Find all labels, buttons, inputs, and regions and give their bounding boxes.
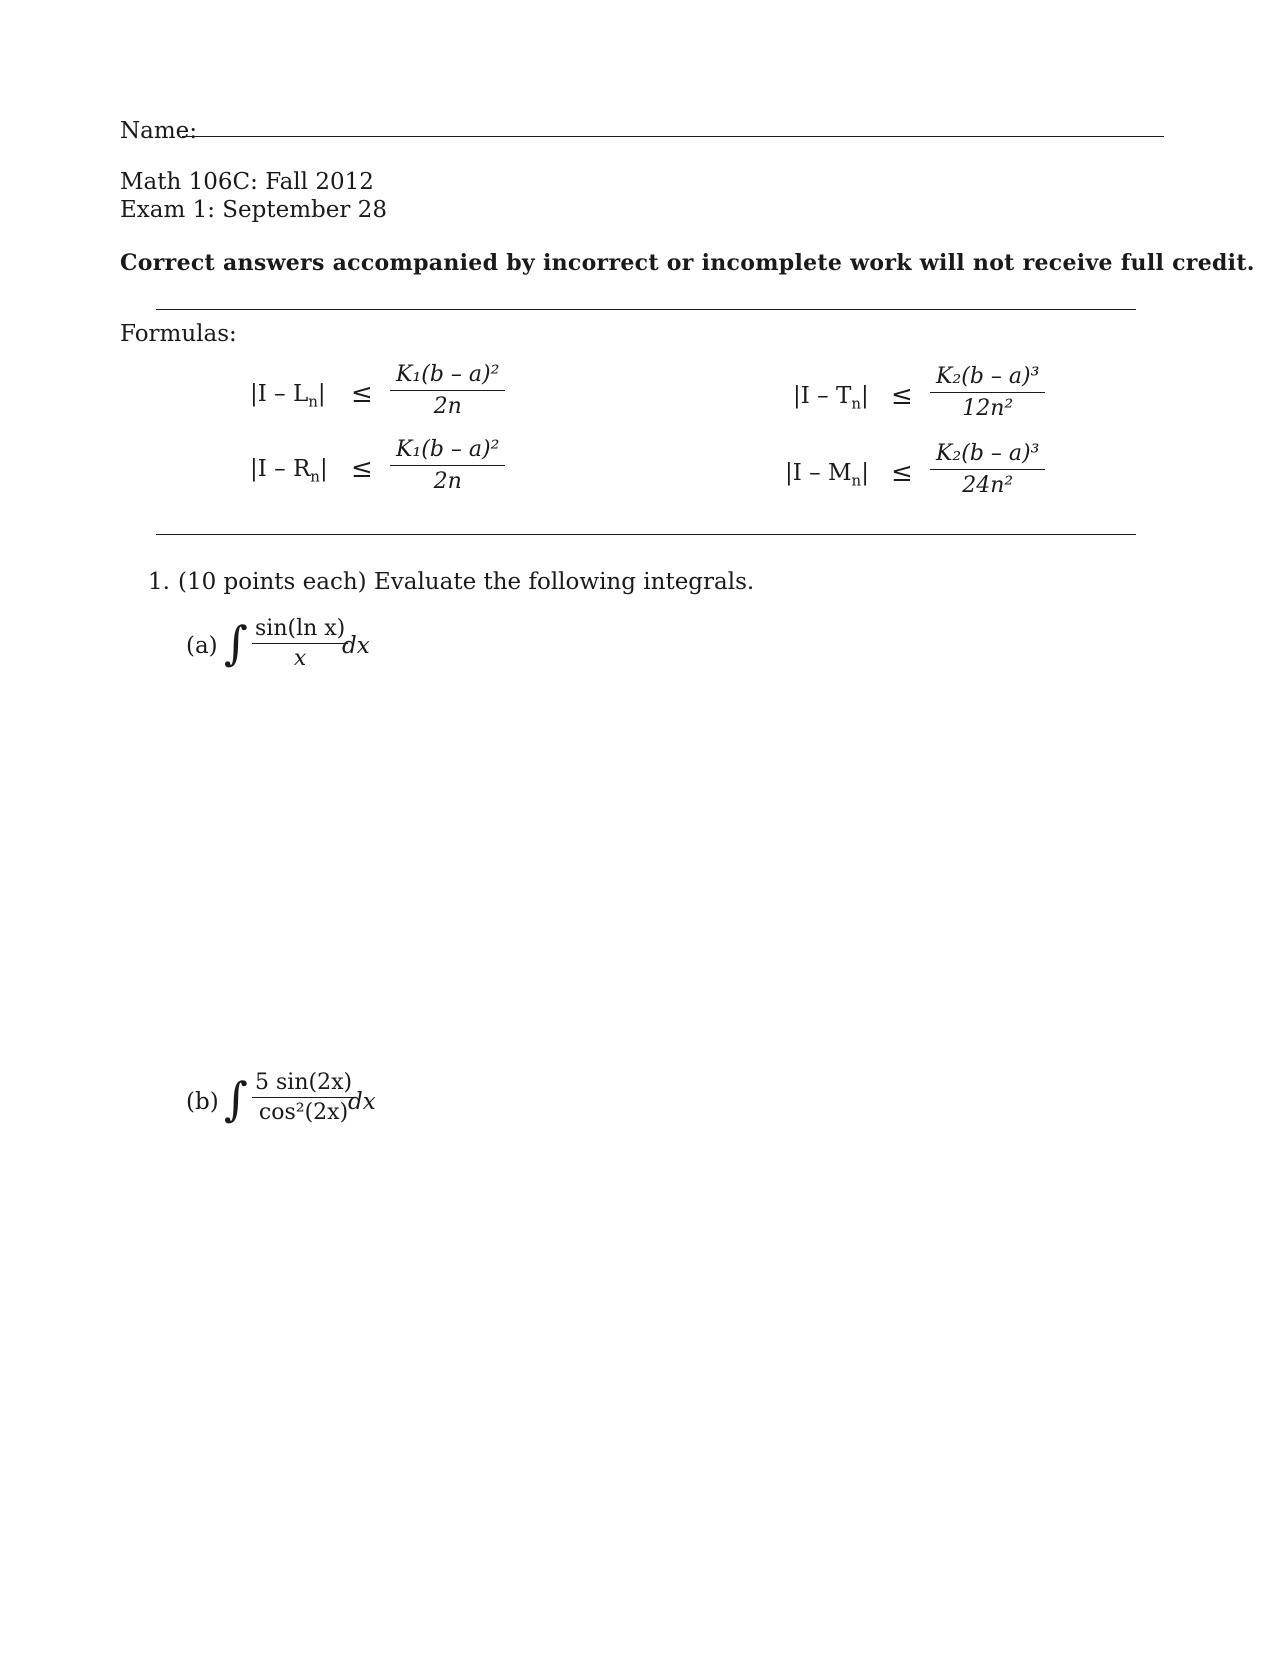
formula-mn-leq: ≤ (891, 458, 913, 488)
formula-rn-denominator: 2n (433, 469, 462, 494)
part-a-denominator: x (293, 646, 307, 671)
exam-date: Exam 1: September 28 (120, 197, 387, 223)
formula-ln-numerator: K₁(b – a)² (390, 362, 505, 391)
part-b-integral-sign: ∫ (224, 1072, 248, 1126)
formula-ln-lhs-bar: | (317, 381, 326, 407)
formula-mn-denominator: 24n² (962, 473, 1014, 498)
formula-mn-lhs (785, 460, 869, 490)
formula-mn-lhs-main: |I – M (785, 460, 852, 486)
formula-tn-lhs-sub: n (851, 394, 861, 413)
formula-tn-numerator: K₂(b – a)³ (930, 364, 1045, 393)
name-blank-line[interactable] (182, 136, 1164, 137)
formula-mn-numerator: K₂(b – a)³ (930, 441, 1045, 470)
divider-top (156, 309, 1136, 310)
part-a-label: (a) (186, 633, 218, 659)
part-b-denominator: cos²(2x) (258, 1100, 349, 1125)
formula-tn-lhs (793, 383, 869, 413)
formula-rn-lhs-main: |I – R (250, 456, 311, 482)
problem-1-text: (10 points each) Evaluate the following integrals. (178, 569, 755, 595)
formula-tn-lhs-main: |I – T (793, 383, 852, 409)
formula-tn-lhs-bar: | (860, 383, 869, 409)
course-title: Math 106C: Fall 2012 (120, 169, 374, 195)
part-a-integral-sign: ∫ (224, 616, 248, 670)
formula-mn-lhs-bar: | (861, 460, 869, 486)
formula-tn-denominator: 12n² (962, 396, 1014, 421)
problem-1-number: 1. (148, 569, 170, 595)
formula-rn-lhs-bar: | (319, 456, 328, 482)
divider-bottom (156, 534, 1136, 535)
formula-tn-fraction (930, 364, 1045, 421)
formula-tn-leq: ≤ (891, 381, 913, 411)
formula-rn-lhs (250, 456, 328, 486)
formula-ln-leq: ≤ (351, 379, 373, 409)
formula-rn-fraction (390, 437, 505, 494)
formula-ln-lhs-sub: n (308, 392, 318, 411)
formula-ln-lhs-main: |I – L (250, 381, 309, 407)
formula-ln-fraction (390, 362, 505, 419)
formulas-label: Formulas: (120, 321, 237, 347)
formula-mn-lhs-sub: n (851, 471, 862, 490)
part-a-dx: dx (342, 633, 370, 659)
name-label: Name: (120, 118, 198, 144)
part-a-fraction (252, 616, 348, 671)
formula-mn-fraction (930, 441, 1045, 498)
formula-rn-leq: ≤ (351, 454, 373, 484)
grading-warning: Correct answers accompanied by incorrect or incomplete work will not receive full credit. (120, 250, 1255, 276)
formula-ln-denominator: 2n (433, 394, 462, 419)
part-b-dx: dx (348, 1089, 376, 1115)
formula-ln-lhs (250, 381, 326, 411)
part-a-numerator: sin(ln x) (252, 616, 348, 644)
formula-rn-numerator: K₁(b – a)² (390, 437, 505, 466)
part-b-fraction (252, 1070, 355, 1125)
part-b-numerator: 5 sin(2x) (252, 1070, 355, 1098)
part-b-label: (b) (186, 1089, 219, 1115)
formula-rn-lhs-sub: n (310, 467, 320, 486)
